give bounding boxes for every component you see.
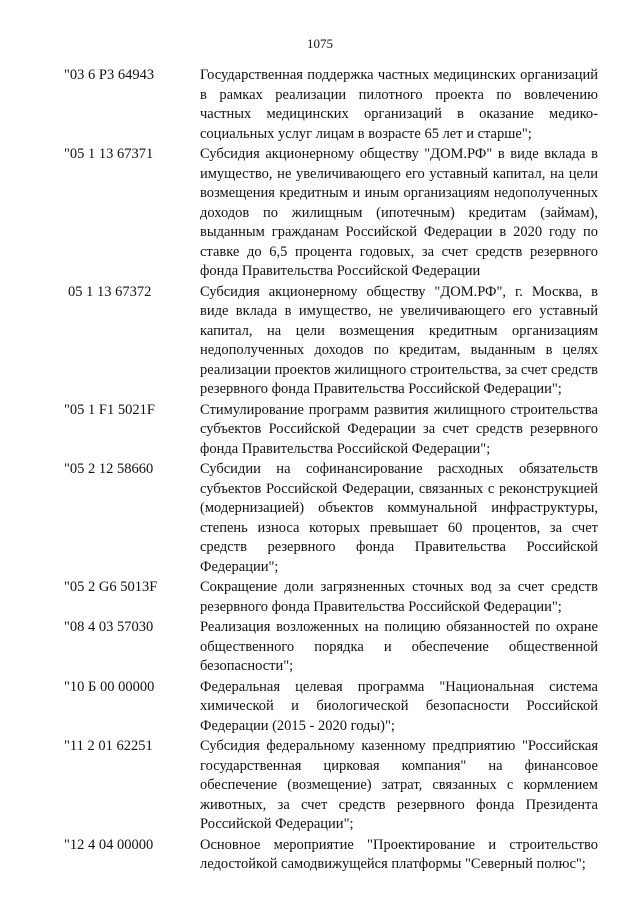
budget-code: "05 1 13 67371 [64, 146, 154, 162]
budget-description: Субсидии на софинансирование расходных обязательств субъектов Российской Федерации, связанных с реконструкцией (модернизацией) объектов коммунальной инфраструктуры, степень износа которых превышает 60 процентов, за счет средств резервного фонда Правительства Российской Федерации"; [200, 461, 598, 575]
budget-description: Субсидия акционерному обществу "ДОМ.РФ", г. Москва, в виде вклада в имущество, не увеличивающего его уставный капитал, на цели возмещения кредитным организациям недополученных доходов по кредитам, выданным в целях реализации проектов жилищного строительства, за счет средств резервного фонда Правительства Российской Федерации"; [200, 283, 598, 397]
budget-description: Сокращение доли загрязненных сточных вод за счет средств резервного фонда Правительства Российской Федерации"; [200, 579, 598, 615]
list-item [64, 66, 598, 144]
list-item [64, 145, 598, 282]
budget-description: Субсидия федеральному казенному предприятию "Российская государственная цирковая компания" на финансовое обеспечение (возмещение) затрат, связанных с кормлением животных, за счет средств резервного фонда Президента Российской Федерации"; [200, 738, 598, 832]
budget-code-list [64, 66, 598, 876]
list-item [64, 578, 598, 617]
page-number: 1075 [307, 36, 333, 51]
budget-description: Федеральная целевая программа "Национальная система химической и биологической безопасности Российской Федерации (2015 - 2020 годы)"; [200, 678, 598, 734]
list-item [64, 836, 598, 875]
budget-description: Основное мероприятие "Проектирование и строительство ледостойкой самодвижущейся платформы "Северный полюс"; [200, 836, 598, 872]
budget-description: Реализация возложенных на полицию обязанностей по охране общественного порядка и обеспечение общественной безопасности"; [200, 619, 598, 674]
list-item [64, 737, 598, 835]
budget-description: Государственная поддержка частных медицинских организаций в рамках реализации пилотного проекта по вовлечению частных медицинских организаций в оказание медико-социальных услуг лицам в возрасте 65 лет и старше"; [200, 67, 598, 142]
list-item [64, 401, 598, 460]
budget-code: "08 4 03 57030 [64, 619, 154, 635]
list-item [64, 678, 598, 737]
list-item [64, 618, 598, 677]
budget-code: "05 2 G6 5013F [64, 579, 158, 595]
list-item [64, 283, 598, 400]
budget-code: "12 4 04 00000 [64, 836, 154, 853]
budget-code: "10 Б 00 00000 [64, 678, 155, 695]
budget-code: 05 1 13 67372 [68, 283, 152, 300]
budget-description: Субсидия акционерному обществу "ДОМ.РФ" в виде вклада в имущество, не увеличивающего его уставный капитал, на цели возмещения кредитным и иным организациям недополученных доходов по жилищным (ипотечным) кредитам (займам), выданным гражданам Российской Федерации в 2020 году по ставке до 6,5 процента годовых, за счет средств резервного фонда Правительства Российской Федерации [200, 146, 598, 279]
list-item [64, 460, 598, 577]
budget-code: "03 6 P3 64943 [64, 67, 155, 83]
budget-description: Стимулирование программ развития жилищного строительства субъектов Российской Федерации за счет средств резервного фонда Правительства Российской Федерации"; [200, 401, 598, 457]
budget-code: "11 2 01 62251 [64, 738, 153, 754]
budget-code: "05 1 F1 5021F [64, 401, 155, 418]
budget-code: "05 2 12 58660 [64, 461, 154, 477]
